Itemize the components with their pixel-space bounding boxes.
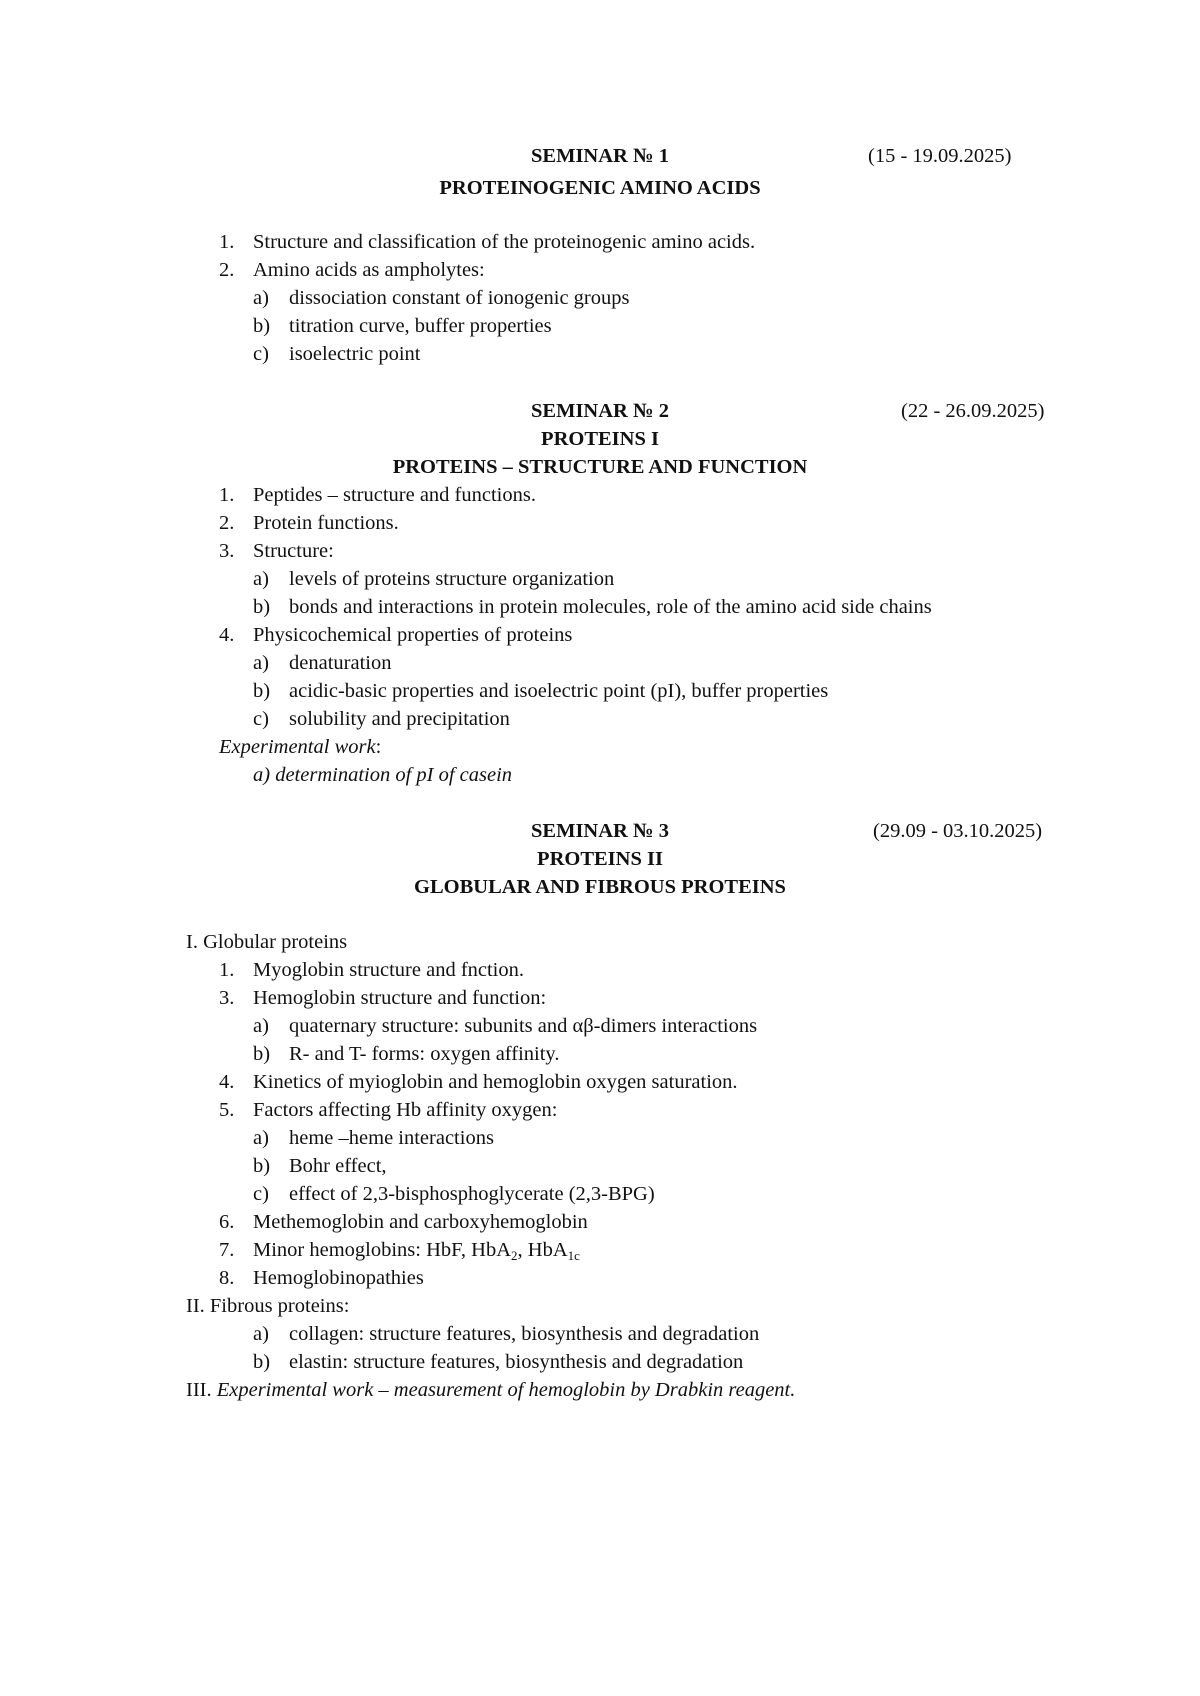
sub-item: a) dissociation constant of ionogenic groups xyxy=(253,287,630,309)
sub-item: a) levels of proteins structure organization xyxy=(253,568,615,590)
sub-item: b) titration curve, buffer properties xyxy=(253,315,552,337)
sub-item: b) acidic-basic properties and isoelectric point (pI), buffer properties xyxy=(253,680,829,702)
sub-item: a) quaternary structure: subunits and αβ-dimers interactions xyxy=(253,1015,758,1037)
list-item: 2. Protein functions. xyxy=(219,512,399,534)
sub-item: b) elastin: structure features, biosynthesis and degradation xyxy=(253,1351,744,1373)
sub-item: b) bonds and interactions in protein molecules, role of the amino acid side chains xyxy=(253,596,932,618)
list-item: 3. Structure: xyxy=(219,540,334,562)
sub-item: a) heme –heme interactions xyxy=(253,1127,494,1149)
experimental-work-item: a) determination of pI of casein xyxy=(253,764,513,786)
seminar2-date: (22 - 26.09.2025) xyxy=(901,400,1045,422)
seminar1-title: SEMINAR № 1 xyxy=(531,145,669,167)
list-item: 4. Kinetics of myioglobin and hemoglobin oxygen saturation. xyxy=(219,1071,738,1093)
seminar3-heading2: GLOBULAR AND FIBROUS PROTEINS xyxy=(414,876,786,898)
seminar1-date: (15 - 19.09.2025) xyxy=(868,145,1012,167)
list-item: 4. Physicochemical properties of proteins xyxy=(219,624,573,646)
section-heading: II. Fibrous proteins: xyxy=(186,1295,350,1317)
sub-item: c) effect of 2,3-bisphosphoglycerate (2,3-BPG) xyxy=(253,1183,655,1205)
sub-item: c) solubility and precipitation xyxy=(253,708,510,730)
list-item: 7. Minor hemoglobins: HbF, HbA$_2$, HbA$_{1c}$ xyxy=(219,1239,580,1263)
list-item: 5. Factors affecting Hb affinity oxygen: xyxy=(219,1099,558,1121)
subscript: 1c xyxy=(567,1248,580,1263)
seminar2-title: SEMINAR № 2 xyxy=(531,400,669,422)
list-item: 3. Hemoglobin structure and function: xyxy=(219,987,547,1009)
subscript: 2 xyxy=(511,1248,518,1263)
section-heading: III. Experimental work – measurement of hemoglobin by Drabkin reagent. xyxy=(186,1379,796,1401)
list-item: 1. Myoglobin structure and fnction. xyxy=(219,959,525,981)
list-item: 2. Amino acids as ampholytes: xyxy=(219,259,485,281)
sub-item: b) Bohr effect, xyxy=(253,1155,387,1177)
sub-item: a) collagen: structure features, biosynthesis and degradation xyxy=(253,1323,760,1345)
list-item: 8. Hemoglobinopathies xyxy=(219,1267,424,1289)
seminar2-heading2: PROTEINS – STRUCTURE AND FUNCTION xyxy=(392,456,808,478)
seminar2-heading1: PROTEINS I xyxy=(541,428,659,450)
seminar3-date: (29.09 - 03.10.2025) xyxy=(873,820,1043,842)
seminar3-heading1: PROTEINS II xyxy=(537,848,663,870)
list-item: 1. Peptides – structure and functions. xyxy=(219,484,536,506)
sub-item: a) denaturation xyxy=(253,652,392,674)
seminar1-heading: PROTEINOGENIC AMINO ACIDS xyxy=(439,177,761,199)
experimental-work-label: Experimental work: xyxy=(219,736,382,758)
sub-item: c) isoelectric point xyxy=(253,343,421,365)
seminar3-title: SEMINAR № 3 xyxy=(531,820,669,842)
sub-item: b) R- and T- forms: oxygen affinity. xyxy=(253,1043,560,1065)
list-item: 6. Methemoglobin and carboxyhemoglobin xyxy=(219,1211,588,1233)
list-item: 1. Structure and classification of the proteinogenic amino acids. xyxy=(219,231,756,253)
section-heading: I. Globular proteins xyxy=(186,931,348,953)
